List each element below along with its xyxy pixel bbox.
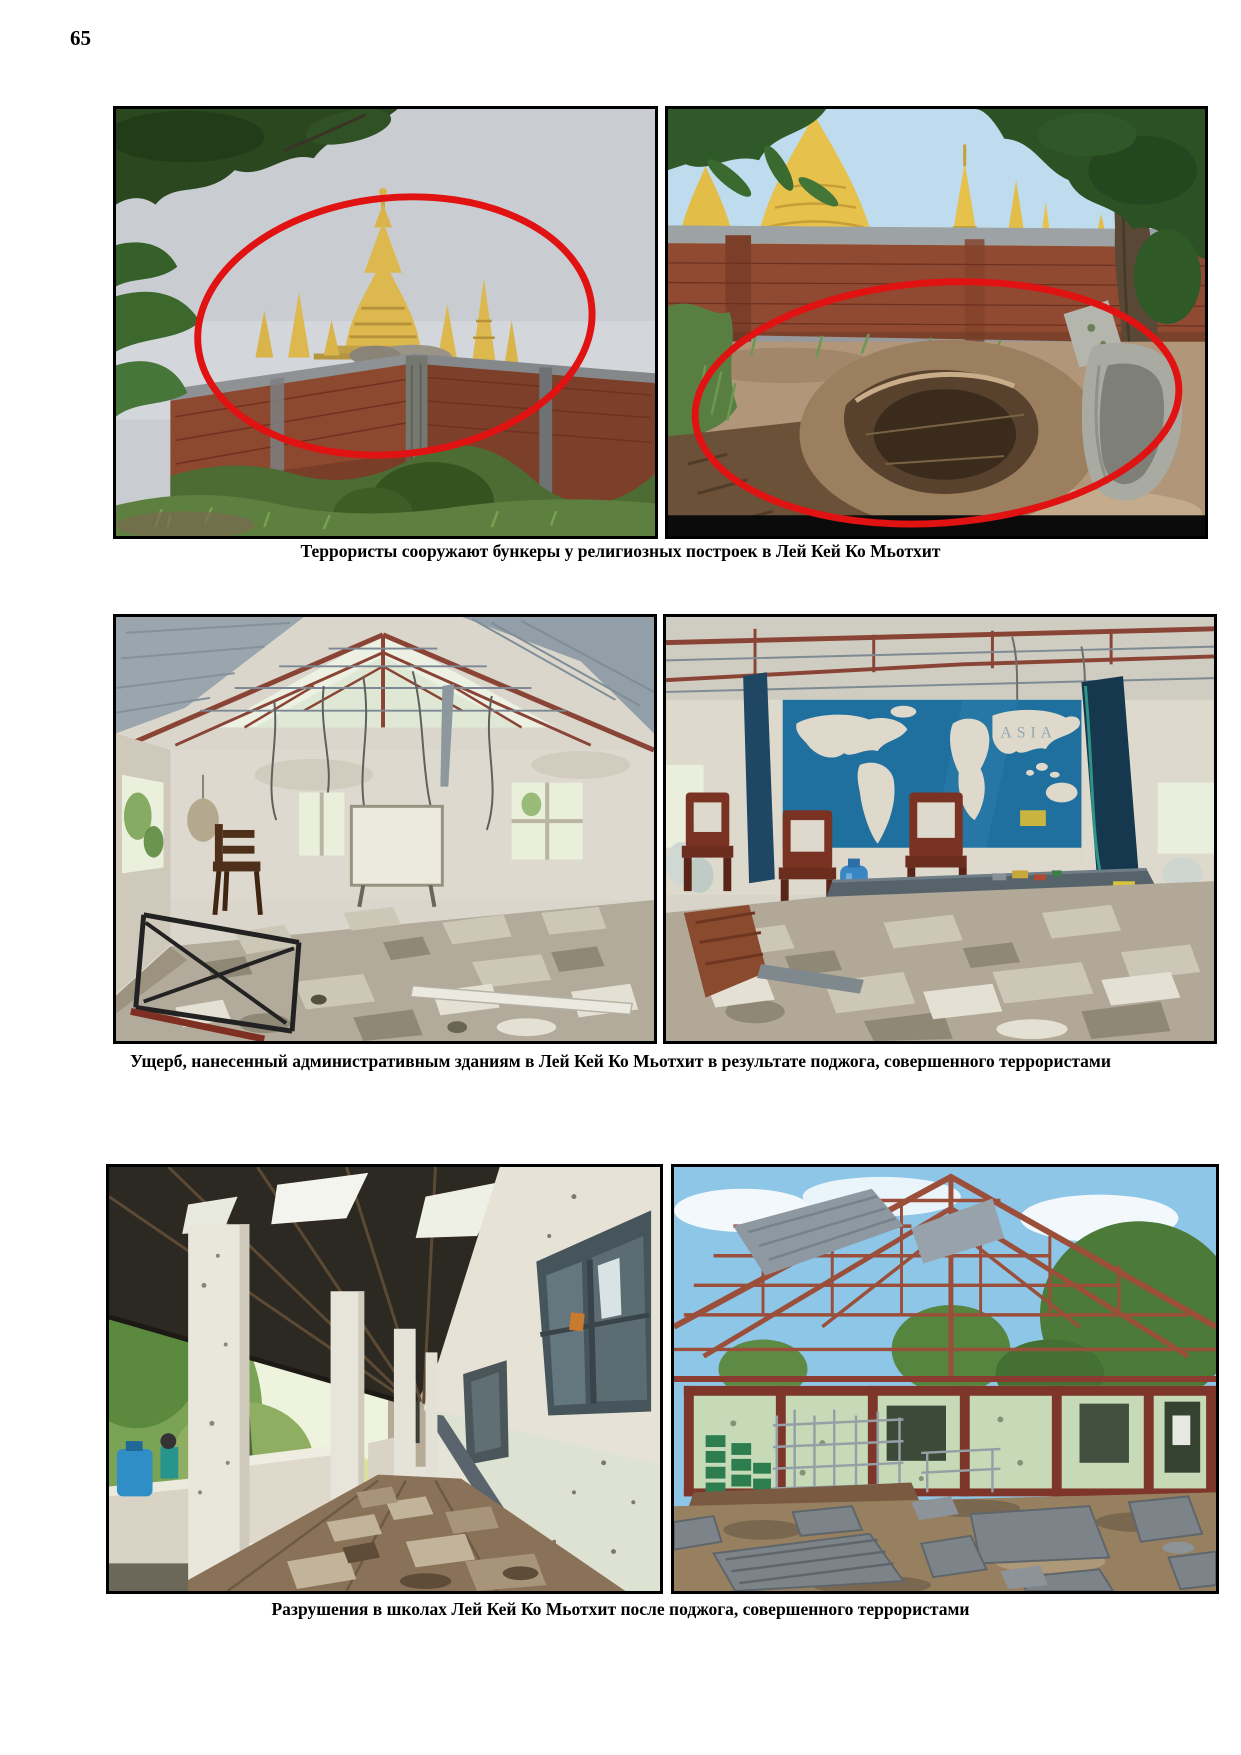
corridor-scene — [109, 1167, 660, 1591]
figure-caption-2: Ущерб, нанесенный административным зданиям в Лей Кей Ко Мьотхит в результате поджога, совершенного террористами — [130, 1051, 1111, 1071]
photo-school-hall — [671, 1164, 1219, 1594]
gutted-interior-scene — [116, 617, 654, 1041]
map-asia-label: ASIA — [1000, 724, 1058, 742]
photo-admin-interior-left — [113, 614, 657, 1044]
whiteboard — [351, 806, 442, 885]
photo-school-corridor — [106, 1164, 663, 1594]
page-number: 65 — [70, 26, 91, 50]
pagoda-wall-scene — [116, 109, 655, 536]
photo-bunker-pit-circled — [665, 106, 1208, 539]
burned-hall-scene — [674, 1167, 1216, 1591]
photo-pagoda-circled — [113, 106, 658, 539]
figure-caption-3: Разрушения в школах Лей Кей Ко Мьотхит после поджога, совершенного террористами — [271, 1599, 970, 1619]
right-window — [1158, 783, 1214, 854]
bunker-pit-scene — [668, 109, 1205, 536]
figure-caption-1: Террористы сооружают бункеры у религиозных построек в Лей Кей Ко Мьотхит — [300, 541, 941, 561]
debris-ground — [674, 1492, 1216, 1591]
debris-floor — [666, 881, 1214, 1041]
map-room-scene — [666, 617, 1214, 1041]
photo-admin-interior-map — [663, 614, 1217, 1044]
